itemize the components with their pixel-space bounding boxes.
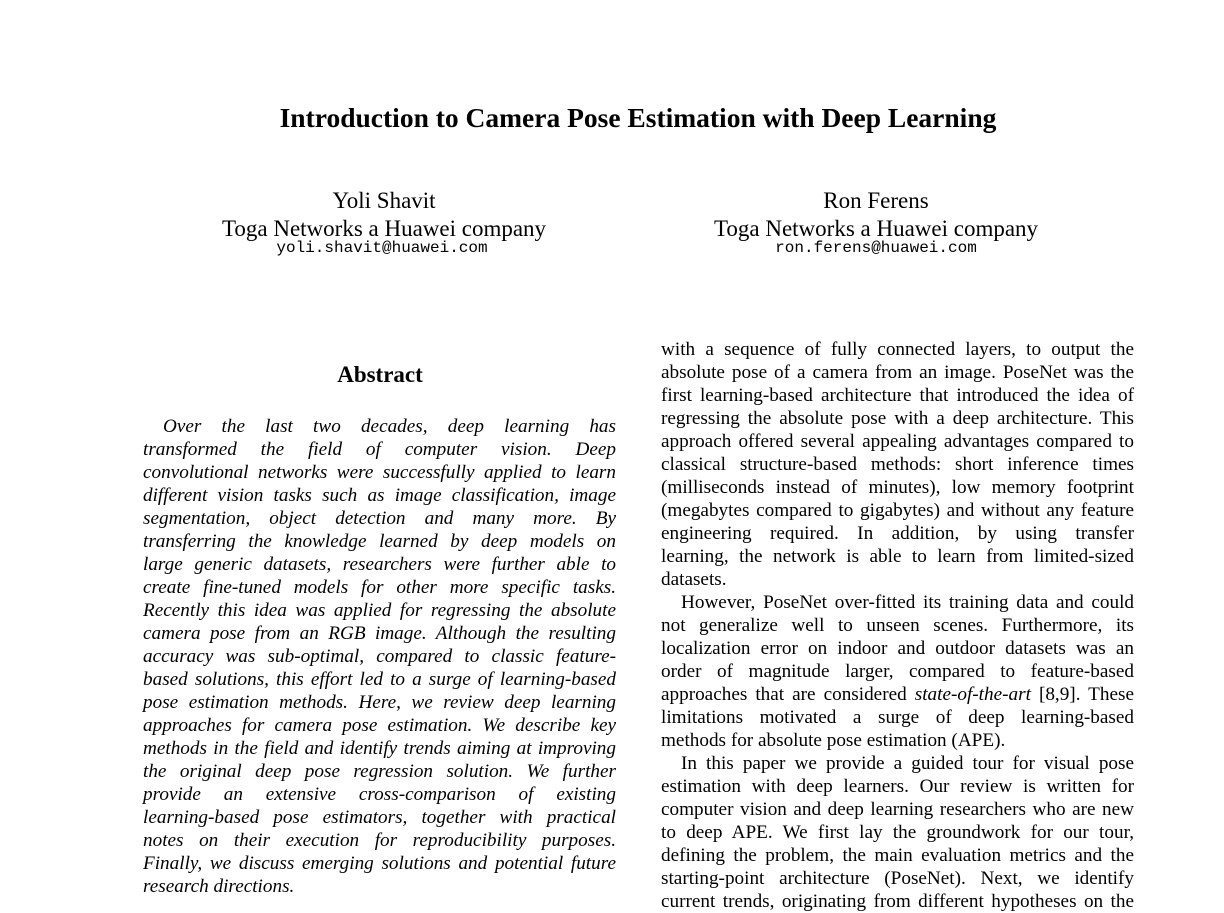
body-line: estimation with deep learners. Our review is written for [661, 776, 1134, 797]
abstract-line: Recently this idea was applied for regressing the absolute [143, 600, 616, 621]
body-line: limitations motivated a surge of deep learning-based [661, 707, 1134, 728]
abstract-line: transformed the field of computer vision. Deep [143, 439, 616, 460]
abstract-line: pose estimation methods. Here, we review deep learning [143, 692, 616, 713]
author-affiliation: Toga Networks a Huawei company [713, 216, 1039, 241]
abstract-line: notes on their execution for reproducibility purposes. [143, 830, 616, 851]
body-line: engineering required. In addition, by using transfer [661, 523, 1134, 544]
author-name: Ron Ferens [823, 188, 929, 213]
abstract-line: based solutions, this effort led to a surge of learning-based [143, 669, 616, 690]
body-line: with a sequence of fully connected layers, to output the [661, 339, 1134, 360]
body-line: approach offered several appealing advantages compared to [661, 431, 1134, 452]
body-line: localization error on indoor and outdoor datasets was an [661, 638, 1134, 659]
abstract-line: methods in the field and identify trends aiming at improving [143, 738, 616, 759]
abstract-line: camera pose from an RGB image. Although the resulting [143, 623, 616, 644]
body-line: computer vision and deep learning researchers who are new [661, 799, 1134, 820]
abstract-line: convolutional networks were successfully applied to learn [143, 462, 616, 483]
author-name: Yoli Shavit [332, 188, 436, 213]
body-line: classical structure-based methods: short inference times [661, 454, 1134, 475]
abstract-line: approaches for camera pose estimation. We describe key [143, 715, 616, 736]
abstract-line: transferring the knowledge learned by deep models on [143, 531, 616, 552]
body-line: In this paper we provide a guided tour for visual pose [681, 753, 1134, 774]
body-line: current trends, originating from different hypotheses on the [661, 891, 1134, 912]
abstract-line: the original deep pose regression solution. We further [143, 761, 616, 782]
body-line: (megabytes compared to gigabytes) and without any feature [661, 500, 1134, 521]
body-line: regressing the absolute pose with a deep architecture. This [661, 408, 1134, 429]
abstract-line: large generic datasets, researchers were further able to [143, 554, 616, 575]
body-line: order of magnitude larger, compared to feature-based [661, 661, 1134, 682]
body-line: starting-point architecture (PoseNet). Next, we identify [661, 868, 1134, 889]
author-email: yoli.shavit@huawei.com [276, 239, 488, 257]
abstract-line: create fine-tuned models for other more specific tasks. [143, 577, 616, 598]
italic-term: state-of-the-art [914, 684, 1031, 705]
body-line: learning, the network is able to learn from limited-sized [661, 546, 1134, 567]
body-line: not generalize well to unseen scenes. Furthermore, its [661, 615, 1134, 636]
abstract-line: research directions. [143, 876, 295, 897]
abstract-line: provide an extensive cross-comparison of existing [143, 784, 616, 805]
abstract-line: learning-based pose estimators, together with practical [143, 807, 616, 828]
body-line: methods for absolute pose estimation (APE). [661, 730, 1006, 751]
body-line: absolute pose of a camera from an image. PoseNet was the [661, 362, 1134, 383]
body-line-text: [8,9]. These [1030, 684, 1134, 705]
body-line-text: approaches that are considered [661, 684, 915, 705]
author-affiliation: Toga Networks a Huawei company [221, 216, 547, 241]
abstract-line: Finally, we discuss emerging solutions and potential future [143, 853, 616, 874]
body-line: However, PoseNet over-fitted its training data and could [681, 592, 1134, 613]
body-line: datasets. [661, 569, 727, 590]
author-email: ron.ferens@huawei.com [775, 239, 977, 257]
abstract-heading: Abstract [337, 362, 423, 387]
author-block-2 [680, 187, 1072, 256]
abstract-line: segmentation, object detection and many more. By [143, 508, 616, 529]
author-block-1 [200, 187, 568, 256]
paper-title: Introduction to Camera Pose Estimation with Deep Learning [279, 102, 997, 133]
body-line [661, 683, 1134, 706]
body-line: to deep APE. We first lay the groundwork for our tour, [661, 822, 1134, 843]
body-line: (milliseconds instead of minutes), low memory footprint [661, 477, 1134, 498]
abstract-line: accuracy was sub-optimal, compared to classic feature- [143, 646, 616, 667]
abstract-line: Over the last two decades, deep learning has [163, 416, 616, 437]
abstract-line: different vision tasks such as image classification, image [143, 485, 616, 506]
body-line: defining the problem, the main evaluation metrics and the [661, 845, 1134, 866]
body-line: first learning-based architecture that introduced the idea of [661, 385, 1134, 406]
